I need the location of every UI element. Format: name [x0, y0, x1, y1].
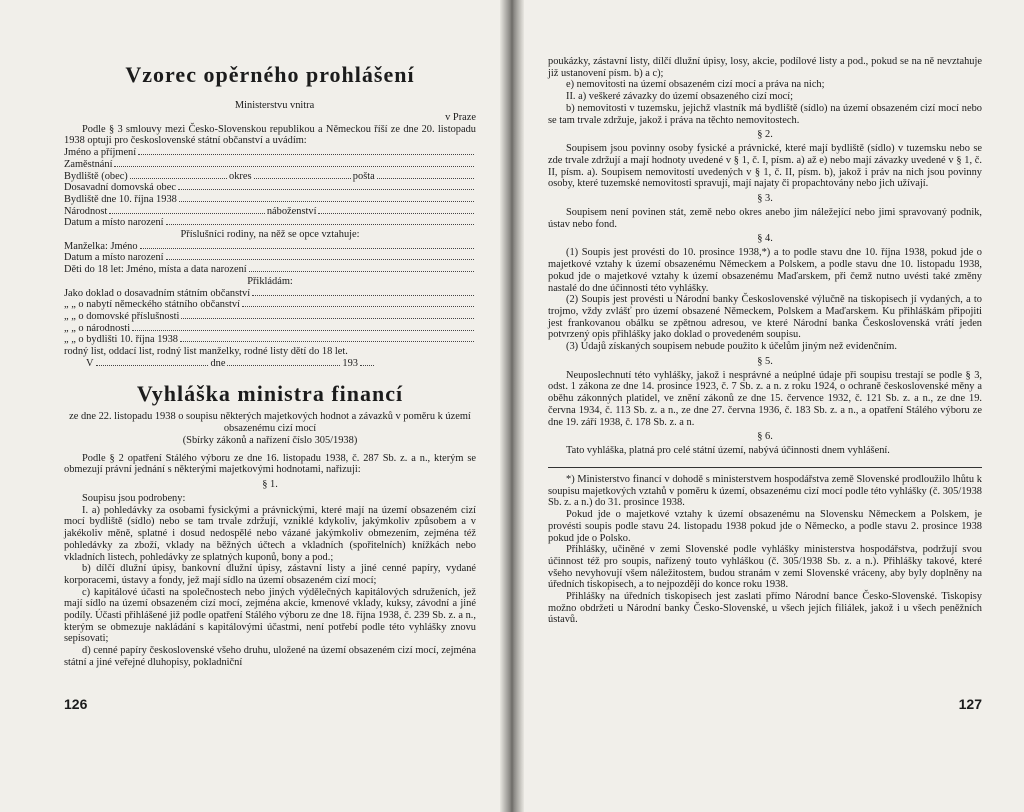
field-birth: Datum a místo narození	[64, 217, 476, 229]
section-4-par-2: (2) Soupis jest provésti u Národní banky Československé výlučně na tiskopisech jí vydaných, a to trojmo, vždy zvlášť pro území obsazené Německem, Polskem a Maďarskem. Ku přihláškám připojiti jest frankovanou obálku se zpětnou adresou, ve které Národní banka Československá vrátí jeden potvrzený opis přihlášky jako doklad o provedeném soupisu.	[548, 294, 982, 341]
footnote-4: Přihlášky na úředních tiskopisech jest zaslati přímo Národní bance Česko-Slovenské. Tiskopisy možno obdržeti u Národní banky Česko-Slovenské, u všech jejích filiálek, jakož i u všech peněžních ústavů.	[548, 591, 982, 626]
section-4-par-1: (1) Soupis jest provésti do 10. prosince 1938,*) a to podle stavu dne 10. října 1938, pokud jde o majetkové vztahy k území obsazenému Německem a Polskem, a podle stavu dne 10. listopadu 1938, pokud jde o majetkové vztahy k území obsazenému Maďarskem, při čemž nutno uvésti také změny nastalé do dne účinnosti této vyhlášky.	[548, 247, 982, 294]
form-intro: Podle § 3 smlouvy mezi Česko-Slovenskou republikou a Německou říší ze dne 20. listopadu 1938 optuji pro československé státní občanství a uvádím:	[64, 123, 476, 147]
section-1-title: § 1.	[262, 478, 278, 490]
field-wifebirth: Datum a místo narození	[64, 252, 476, 264]
section-1-item-b: b) dílčí dlužní úpisy, bankovní dlužní úpisy, zástavní listy a jiné cenné papíry, vydané korporacemi, ústavy a fondy, jež mají sídlo na území obsazeném cizí mocí;	[64, 563, 476, 586]
section-4-par-3: (3) Údajů získaných soupisem nebude použito k účelům jiným než evidenčním.	[566, 341, 897, 353]
page-number-left: 126	[64, 696, 88, 712]
section-3-title: § 3.	[757, 193, 773, 205]
field-proof: Jako doklad o dosavadním státním občanství	[64, 288, 476, 300]
decree-heading: Vyhláška ministra financí	[136, 381, 404, 407]
section-5-title: § 5.	[757, 355, 773, 367]
footnote-rule	[548, 467, 982, 468]
ministry-label: Ministerstvu vnitra	[234, 100, 315, 111]
decree-date: ze dne 22. listopadu 1938 o soupisu některých majetkových hodnot a závazků v poměru k území obsazenému cizí mocí	[69, 411, 471, 435]
field-home: Dosavadní domovská obec	[64, 182, 476, 194]
section-5-text: Neuposlechnutí této vyhlášky, jakož i nesprávné a neúplné údaje při soupisu trestají se podle § 3, odst. 1 zákona ze dne 14. prosince 1923, č. 7 Sb. z. a n. z roku 1924, o ochraně československé měny a oběhu zákonných platidel, ve znění zákonů ze dne 15. července 1932, č. 121 Sb. z. a n., ze dne 19. června 1934, č. 113 Sb. z. a n., ze dne 27. června 1936, č. 183 Sb. z. a n., a opatření Stálého výboru ze dne 19. září 1938, č. 178 Sb. z. a n.	[548, 369, 982, 428]
field-signature-date: V dne 193	[64, 358, 376, 370]
section-1-item-d: d) cenné papíry československé všeho druhu, uložené na území obsazeném cizí mocí, zejména státní a jiné veřejné dluhopisy, pokladniční	[64, 645, 476, 668]
section-6-title: § 6.	[757, 431, 773, 443]
place-label: v Praze	[445, 112, 476, 123]
field-job: Zaměstnání	[64, 159, 476, 171]
field-wife: Manželka: Jméno	[64, 241, 476, 253]
footnote-3: Přihlášky, učiněné v zemi Slovenské podle vyhlášky ministerstva hospodářstva, podržují svou účinnost též pro soupis, nařízený touto vyhláškou (č. 305/1938 Sb. z. a n.). Přihlášky takové, které všeho nevyhovují všem náležitostem, budou stranám v zemi Slovenské vráceny, aby byly doplněny na úředních tiskopisech, a to nejpozději do konce roku 1938.	[548, 544, 982, 591]
field-children: Děti do 18 let: Jméno, místa a data narození	[64, 264, 476, 276]
section-1-item-c: c) kapitálové účasti na společnostech nebo jiných výdělečných kapitálových sdruženích, jež mají sídlo na území obsazeném cizí mocí, zejména akcie, kmenové vklady, kuksy, závodní a jiné podíly. Účasti přihlášené již podle opatření Stálého výboru ze dne 18. října 1938, č. 239 Sb. z. a n., kterým se obmezuje nakládání s kapitálovými účastmi, není potřebí podle této vyhlášky znovu sepisovati;	[64, 586, 476, 645]
left-page	[0, 0, 506, 812]
cont-text-1: poukázky, zástavní listy, dílčí dlužní úpisy, losy, akcie, podílové listy a pod., pokud se na ně nevztahuje již ustanovení písm. b) a c);	[548, 56, 982, 79]
section-3-text: Soupisem není povinen stát, země nebo okres anebo jim náležející nebo jimi spravovaný podnik, ústav nebo fond.	[548, 207, 982, 230]
page-number-right: 127	[958, 696, 982, 712]
field-q1: „ „ o nabytí německého státního občanství	[64, 299, 476, 311]
decree-intro: Podle § 2 opatření Stálého výboru ze dne 16. listopadu 1938, č. 287 Sb. z. a n., kterým se obmezují právní jednání s některými majetkovými hodnotami, nařizuji:	[64, 452, 476, 476]
field-name: Jméno a příjmení	[64, 147, 476, 159]
cont-text-2: e) nemovitosti na území obsazeném cizí mocí a práva na nich;	[566, 79, 825, 91]
decree-source: (Sbírky zákonů a nařízení číslo 305/1938)	[182, 434, 358, 446]
section-2-text: Soupisem jsou povinny osoby fysické a právnické, které mají bydliště (sídlo) v tuzemsku nebo se zde trvale zdržují a mají hodnoty uvedené v § 1, č. I, písm. a) až e) nebo mají závazky uvedené v § 1, č. II, písm. a). Soupisem nemovitostí uvedených v § 1, č. II, písm. b), jakož i práv na nich jsou povinny osoby, které tuzemské nemovitosti spravují, mají najaty či propachtovány nebo jich užívají.	[548, 143, 982, 190]
field-attach: Přikládám:	[247, 275, 293, 287]
footnote-1: *) Ministerstvo financí v dohodě s ministerstvem hospodářstva země Slovenské prodloužilo lhůtu k soupisu majetkových vztahů v poměru k území, obsazenému cizí mocí podle této vyhlášky (č. 305/1938 Sb. z. a n.) do 31. prosince 1938.	[548, 473, 982, 509]
book-gutter	[500, 0, 524, 812]
section-1-lead: Soupisu jsou podrobeny:	[82, 492, 186, 504]
field-family: Příslušníci rodiny, na něž se opce vztahuje:	[180, 229, 360, 241]
form-heading: Vzorec opěrného prohlášení	[125, 62, 415, 87]
field-docs: rodný list, oddací list, rodný list manželky, rodné listy dětí do 18 let.	[64, 346, 348, 358]
section-2-title: § 2.	[757, 129, 773, 141]
right-page	[518, 0, 1024, 812]
addressee-block	[64, 100, 476, 124]
cont-text-4: b) nemovitosti v tuzemsku, jejichž vlastník má bydliště (sídlo) na území obsazeném cizí mocí nebo se tam trvale zdržuje, jakož i práva na těchto nemovitostech.	[548, 102, 982, 126]
section-6-text: Tato vyhláška, platná pro celé státní území, nabývá účinnosti dnem vyhlášení.	[566, 445, 890, 457]
field-q2: „ „ o domovské příslušnosti	[64, 311, 476, 323]
cont-text-3: II. a) veškeré závazky do území obsazeného cizí mocí;	[566, 91, 794, 103]
field-residence: Bydliště (obec) okres pošta	[64, 171, 476, 183]
field-q3: „ „ o národnosti	[64, 323, 476, 335]
field-nation: Národnost náboženství	[64, 206, 476, 218]
field-res10: Bydliště dne 10. října 1938	[64, 194, 476, 206]
field-q4: „ „ o bydlišti 10. října 1938	[64, 334, 476, 346]
section-1-item-a: I. a) pohledávky za osobami fysickými a právnickými, které mají na území obsazeném cizí mocí bydliště (sídlo) nebo se tam trvale zdržují, vzniklé kdykoliv, jakýmkoliv způsobem a v jakékoliv měně, splatné i dosud nedospělé nebo vázané jakýmkoliv obmezením, zejména též pohledávky za zboží, vklady na běžných účtech a vkladních (spořitelních) knížkách nebo vkladních listech, pohledávky ze splatných kuponů, bony a pod.;	[64, 504, 476, 563]
section-4-title: § 4.	[757, 233, 773, 245]
footnote-2: Pokud jde o majetkové vztahy k území obsazenému na Slovensku Německem a Polskem, je provésti soupis podle stavu 24. listopadu 1938 pokud jde o Německo, a podle stavu 2. prosince 1938 pokud jde o Polsko.	[548, 509, 982, 544]
